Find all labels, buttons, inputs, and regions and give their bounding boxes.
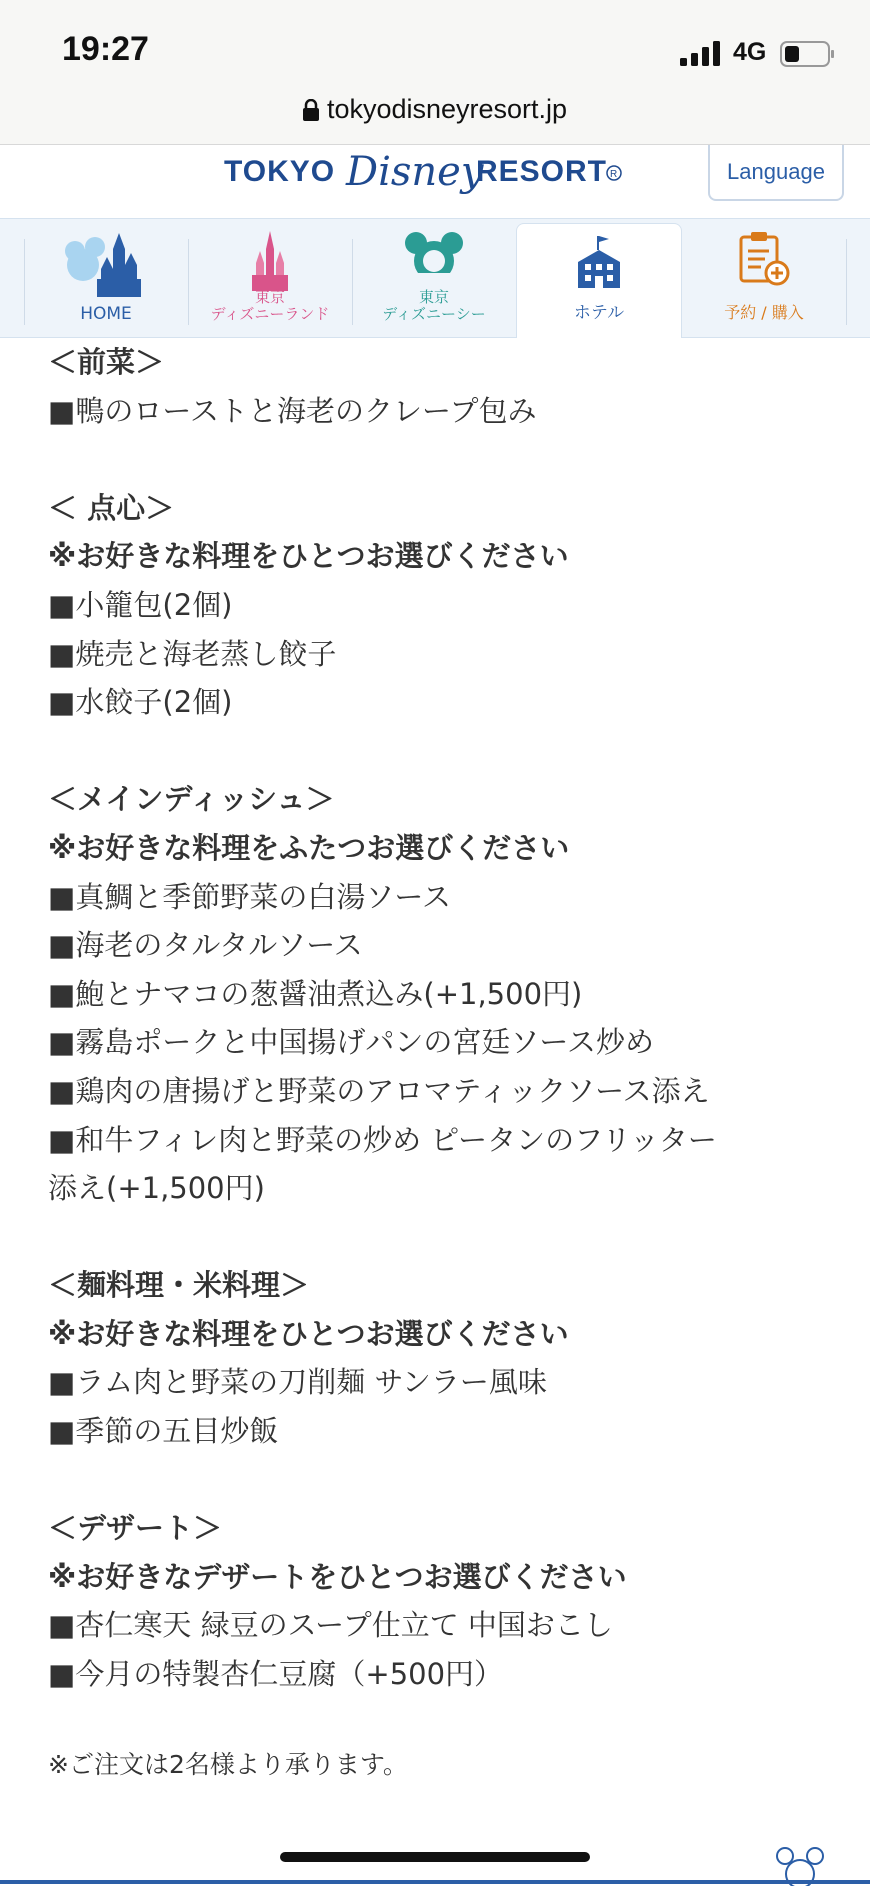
lock-icon <box>303 99 319 121</box>
svg-text:R: R <box>610 169 618 180</box>
menu-item: ■ラム肉と野菜の刀削麺 サンラー風味 <box>48 1365 547 1400</box>
nav-item-reservation[interactable] <box>682 219 846 337</box>
hotel-icon <box>574 234 624 290</box>
svg-text:RESORT: RESORT <box>476 155 608 188</box>
menu-spacer <box>48 435 848 484</box>
menu-item: 添え(+1,500円) <box>48 1171 265 1206</box>
browser-url-bar[interactable] <box>0 94 870 145</box>
main-nav <box>0 218 870 338</box>
status-time: 19:27 <box>62 30 149 68</box>
network-type: 4G <box>733 38 767 66</box>
url-text: tokyodisneyresort.jp <box>326 94 568 124</box>
menu-item: ■杏仁寒天 緑豆のスープ仕立て 中国おこし <box>48 1608 613 1643</box>
tokyo-disney-resort-logo[interactable] <box>224 145 624 205</box>
pink-castle-icon <box>240 229 300 291</box>
menu-heading: ＜前菜＞ <box>48 345 165 379</box>
nav-label-disneysea <box>352 289 516 323</box>
mickey-sea-icon <box>402 229 466 285</box>
nav-label-line2: ディズニーランド <box>210 305 330 323</box>
nav-item-hotel[interactable] <box>516 223 682 338</box>
nav-label-hotel: ホテル <box>573 303 625 323</box>
menu-item: ■鮑とナマコの葱醤油煮込み(+1,500円) <box>48 976 583 1011</box>
menu-heading: ＜ 点心＞ <box>48 490 175 525</box>
menu-spacer <box>48 727 848 776</box>
language-button[interactable]: Language <box>708 145 844 201</box>
nav-label-disneyland <box>188 289 352 323</box>
nav-item-disneyland[interactable] <box>188 219 352 337</box>
menu-item: ■鶏肉の唐揚げと野菜のアロマティックソース添え <box>48 1073 710 1108</box>
menu-spacer <box>48 1213 848 1262</box>
menu-item: ■霧島ポークと中国揚げパンの宮廷ソース炒め <box>48 1025 654 1060</box>
menu-heading: ※お好きな料理をふたつお選びください <box>48 830 570 865</box>
menu-item: ■焼売と海老蒸し餃子 <box>48 636 337 671</box>
site-header <box>0 145 870 217</box>
menu-heading: ※お好きなデザートをひとつお選びください <box>48 1559 627 1594</box>
svg-text:TOKYO: TOKYO <box>224 155 336 188</box>
nav-label-line1: 東京 <box>418 288 449 306</box>
menu-item: ■鴨のローストと海老のクレープ包み <box>48 393 537 428</box>
menu-item: ■今月の特製杏仁豆腐（+500円） <box>48 1657 504 1692</box>
menu-item: ■海老のタルタルソース <box>48 928 363 963</box>
nav-label-home: HOME <box>80 304 132 324</box>
clipboard-plus-icon <box>737 229 791 287</box>
svg-text:Disney: Disney <box>346 149 484 195</box>
menu-heading: ＜デザート＞ <box>48 1511 223 1546</box>
castle-icon <box>61 229 151 299</box>
status-bar <box>0 0 870 94</box>
menu-item: ■小籠包(2個) <box>48 587 233 622</box>
menu-item: ■和牛フィレ肉と野菜の炒め ピータンのフリッター <box>48 1122 717 1157</box>
order-note: ※ご注文は2名様より承ります。 <box>48 1750 408 1779</box>
menu-item: ■水餃子(2個) <box>48 685 233 720</box>
battery-icon <box>780 40 836 68</box>
menu-spacer <box>48 1456 848 1505</box>
menu-heading: ※お好きな料理をひとつお選びください <box>48 539 569 574</box>
menu-heading: ＜メインディッシュ＞ <box>48 782 335 817</box>
nav-item-home[interactable] <box>24 219 188 337</box>
nav-label-reservation: 予約 / 購入 <box>724 303 804 322</box>
bottom-accent-line <box>0 1880 870 1884</box>
menu-item: ■季節の五目炒飯 <box>48 1414 279 1449</box>
nav-label-line1: 東京 <box>254 288 285 306</box>
nav-label-line2: ディズニーシー <box>382 305 486 323</box>
course-menu <box>48 338 848 1699</box>
signal-icon <box>680 40 722 66</box>
nav-divider <box>846 239 847 325</box>
menu-heading: ※お好きな料理をひとつお選びください <box>48 1316 569 1351</box>
nav-item-disneysea[interactable] <box>352 219 516 337</box>
home-indicator[interactable] <box>280 1852 590 1862</box>
menu-item: ■真鯛と季節野菜の白湯ソース <box>48 879 451 914</box>
menu-heading: ＜麺料理・米料理＞ <box>48 1268 310 1303</box>
